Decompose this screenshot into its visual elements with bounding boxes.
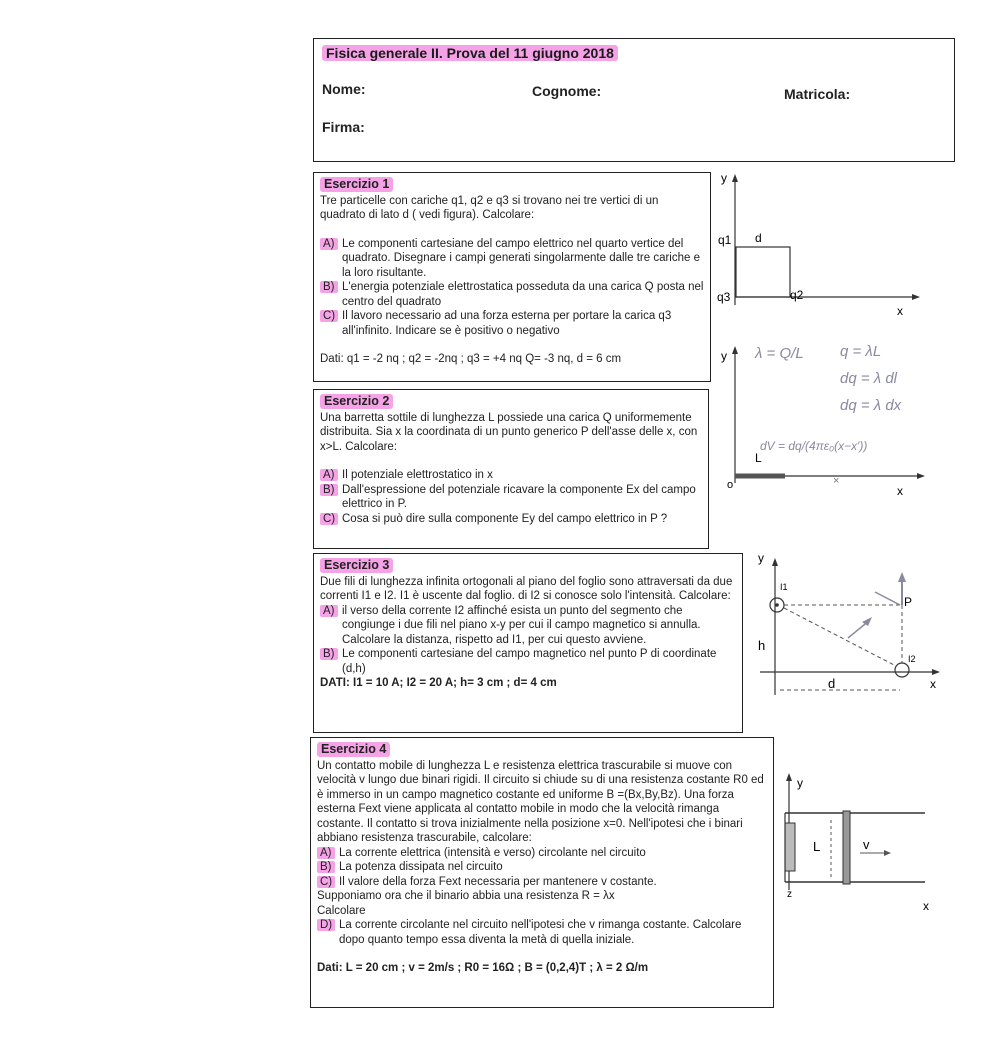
exercise-3-title: Esercizio 3 xyxy=(320,558,393,573)
exercise-4-calcolare: Calcolare xyxy=(317,904,366,917)
svg-text:dq = λ dl: dq = λ dl xyxy=(840,370,898,387)
exercise-4-item-d: D) La corrente circolante nel circuito nell'ipotesi che v rimanga costante. Calcolare dopo quanto tempo essa diventa la metà di quella iniziale. xyxy=(317,918,767,947)
fig4-x-label: x xyxy=(923,899,929,913)
exercise-2-title: Esercizio 2 xyxy=(320,394,393,409)
fig2-y-label: y xyxy=(721,349,727,363)
fig1-q3-label: q3 xyxy=(717,290,731,304)
exercise-1-item-c: C) Il lavoro necessario ad una forza esterna per portare la carica q3 all'infinito. Indicare se è positivo o negativo xyxy=(320,309,704,338)
exercise-3-item-b: B) Le componenti cartesiane del campo magnetico nel punto P di coordinate (d,h) xyxy=(320,647,736,676)
fig3-P-label: P xyxy=(904,595,913,609)
exercise-1-intro: Tre particelle con cariche q1, q2 e q3 si trovano nei tre vertici di un quadrato di lato d ( vedi figura). Calcolare: xyxy=(320,194,659,221)
fig2-x-label: x xyxy=(897,484,903,498)
exam-title: Fisica generale II. Prova del 11 giugno 2018 xyxy=(322,45,618,61)
exercise-4 xyxy=(310,737,774,1008)
svg-text:dq = λ dx: dq = λ dx xyxy=(840,397,902,414)
nome-label: Nome: xyxy=(322,81,366,97)
exercise-4-item-b: B) La potenza dissipata nel circuito xyxy=(317,860,767,875)
fig3-y-label: y xyxy=(758,551,764,565)
exercise-2 xyxy=(313,389,709,549)
header-box xyxy=(313,38,955,162)
exercise-3-item-a: A) il verso della corrente I2 affinché esista un punto del segmento che congiunge i due fili nel piano x-y per cui il campo magnetico si annulla. Calcolare la distanza, rispetto ad I1, per cui questo avviene. xyxy=(320,604,736,648)
exercise-1-item-b: B) L'energia potenziale elettrostatica posseduta da una carica Q posta nel centro del quadrato xyxy=(320,280,704,309)
exercise-3-data: DATI: I1 = 10 A; I2 = 20 A; h= 3 cm ; d= 4 cm xyxy=(320,677,557,689)
exercise-4-item-a: A) La corrente elettrica (intensità e verso) circolante nel circuito xyxy=(317,846,767,861)
fig1-q1-label: q1 xyxy=(718,233,732,247)
figure-3-wires xyxy=(750,550,950,700)
figure-2-rod xyxy=(715,338,965,503)
exercise-4-item-c: C) Il valore della forza Fext necessaria per mantenere v costante. xyxy=(317,875,767,890)
svg-text:dV = dq/(4πε₀(x−x′)): dV = dq/(4πε₀(x−x′)) xyxy=(760,439,868,453)
figure-4-rails xyxy=(775,765,955,915)
fig1-y-label: y xyxy=(721,171,727,185)
fig4-L-label: L xyxy=(813,839,821,854)
fig2-origin-label: o xyxy=(727,479,734,491)
figure-1-square xyxy=(715,170,925,320)
fig3-x-label: x xyxy=(930,677,936,691)
fig3-h-label: h xyxy=(758,638,766,653)
exercise-3-intro: Due fili di lunghezza infinita ortogonali al piano del foglio sono attraversati da due correnti I1 e I2. I1 è uscente dal foglio. di I2 si conosce solo l'intensità. Calcolare: xyxy=(320,575,733,602)
exercise-4-title: Esercizio 4 xyxy=(317,742,390,757)
fig4-y-label: y xyxy=(797,776,803,790)
svg-text:×: × xyxy=(833,475,840,487)
fig3-I1-label: I1 xyxy=(780,582,788,592)
exercise-2-item-c: C) Cosa si può dire sulla componente Ey del campo elettrico in P ? xyxy=(320,512,702,527)
exercise-1-title: Esercizio 1 xyxy=(320,177,393,192)
fig2-L-label: L xyxy=(755,451,762,465)
firma-label: Firma: xyxy=(322,119,365,135)
exercise-2-item-b: B) Dall'espressione del potenziale ricavare la componente Ex del campo elettrico in P. xyxy=(320,483,702,512)
fig4-z-label: z xyxy=(787,889,792,900)
exercise-4-intro: Un contatto mobile di lunghezza L e resistenza elettrica trascurabile si muove con velocità v lungo due binari rigidi. Il circuito si chiude su di una resistenza costante R0 ed è immerso in un campo magnetico costante ed uniforme B =(Bx,By,Bz). Una forza esterna Fext viene applicata al contatto mobile in modo che la velocità rimanga costante. Il contatto si trova inizialmente nella posizione x=0. Nell'ipotesi che i binari abbiano resistenza trascurabile, calcolare: xyxy=(317,759,764,844)
cognome-label: Cognome: xyxy=(532,83,602,99)
svg-text:q = λL: q = λL xyxy=(840,343,882,360)
exercise-4-hypothesis: Supponiamo ora che il binario abbia una resistenza R = λx xyxy=(317,890,615,902)
matricola-label: Matricola: xyxy=(784,86,851,102)
exercise-2-item-a: A) Il potenziale elettrostatico in x xyxy=(320,468,702,483)
fig1-d-label: d xyxy=(755,231,762,245)
exercise-1 xyxy=(313,172,711,382)
exercise-2-intro: Una barretta sottile di lunghezza L possiede una carica Q uniformemente distribuita. Sia x la coordinata di un punto generico P dell'asse delle x, con x>L. Calcolare: xyxy=(320,411,698,453)
fig4-v-label: v xyxy=(863,837,870,852)
exercise-1-item-a: A) Le componenti cartesiane del campo elettrico nel quarto vertice del quadrato. Disegnare i campi generati singolarmente dalle tre cariche e la loro risultante. xyxy=(320,237,704,281)
exercise-1-data: Dati: q1 = -2 nq ; q2 = -2nq ; q3 = +4 nq Q= -3 nq, d = 6 cm xyxy=(320,353,622,365)
exercise-3 xyxy=(313,553,743,733)
fig1-q2-label: q2 xyxy=(790,288,804,302)
svg-text:λ = Q/L: λ = Q/L xyxy=(755,345,804,362)
exercise-4-data: Dati: L = 20 cm ; v = 2m/s ; R0 = 16Ω ; B = (0,2,4)T ; λ = 2 Ω/m xyxy=(317,962,649,974)
fig3-d-label: d xyxy=(828,676,836,691)
fig1-x-label: x xyxy=(897,304,903,318)
fig3-I2-label: I2 xyxy=(908,654,916,664)
